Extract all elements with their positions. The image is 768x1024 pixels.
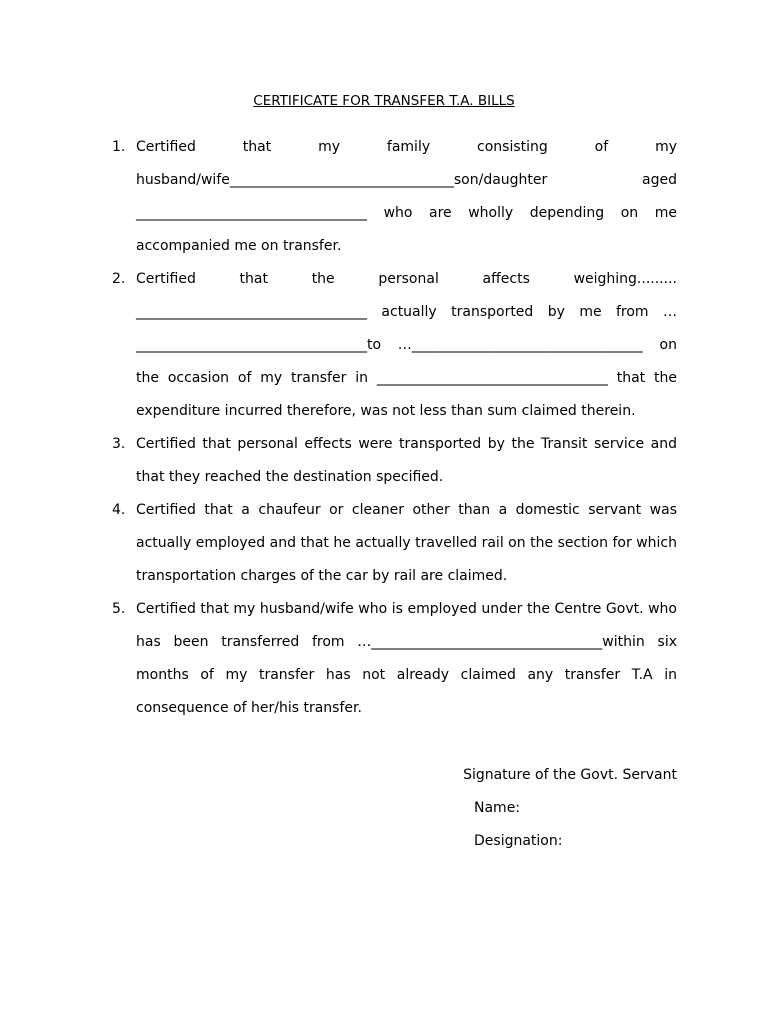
page-title: CERTIFICATE FOR TRANSFER T.A. BILLS (253, 93, 515, 109)
signature-label: Signature of the Govt. Servant (463, 767, 677, 783)
item-5-number: 5. (112, 601, 126, 617)
item-2-line-1: Certified that the personal affects weighing......... (136, 271, 677, 287)
item-4-number: 4. (112, 502, 126, 518)
item-1-number: 1. (112, 139, 126, 155)
item-5-line-2: has been transferred from …_________________________________within six (136, 634, 677, 650)
signature-designation-field: Designation: (474, 833, 563, 849)
item-1-line-1: Certified that my family consisting of my (136, 139, 677, 155)
item-3-line-1: Certified that personal effects were transported by the Transit service and (136, 436, 677, 452)
item-5-line-3: months of my transfer has not already claimed any transfer T.A in (136, 667, 677, 683)
item-2-number: 2. (112, 271, 126, 287)
signature-name-field: Name: (474, 800, 521, 816)
item-3-line-2: that they reached the destination specified. (136, 469, 444, 485)
item-2-line-5: expenditure incurred therefore, was not less than sum claimed therein. (136, 403, 636, 419)
item-4-line-3: transportation charges of the car by rail are claimed. (136, 568, 508, 584)
item-2-line-4: the occasion of my transfer in _________________________________ that the (136, 370, 677, 386)
item-2-line-2: _________________________________ actually transported by me from … (136, 304, 677, 320)
item-4-line-1: Certified that a chaufeur or cleaner other than a domestic servant was (136, 502, 677, 518)
item-1-line-2: husband/wife________________________________son/daughter aged (136, 172, 677, 188)
item-1-line-4: accompanied me on transfer. (136, 238, 342, 254)
item-5-line-4: consequence of her/his transfer. (136, 700, 362, 716)
item-1-line-3: _________________________________ who are wholly depending on me (136, 205, 677, 221)
item-5-line-1: Certified that my husband/wife who is employed under the Centre Govt. who (136, 601, 677, 617)
item-2-line-3: _________________________________to …_________________________________ on (136, 337, 677, 353)
item-3-number: 3. (112, 436, 126, 452)
item-4-line-2: actually employed and that he actually travelled rail on the section for which (136, 535, 677, 551)
